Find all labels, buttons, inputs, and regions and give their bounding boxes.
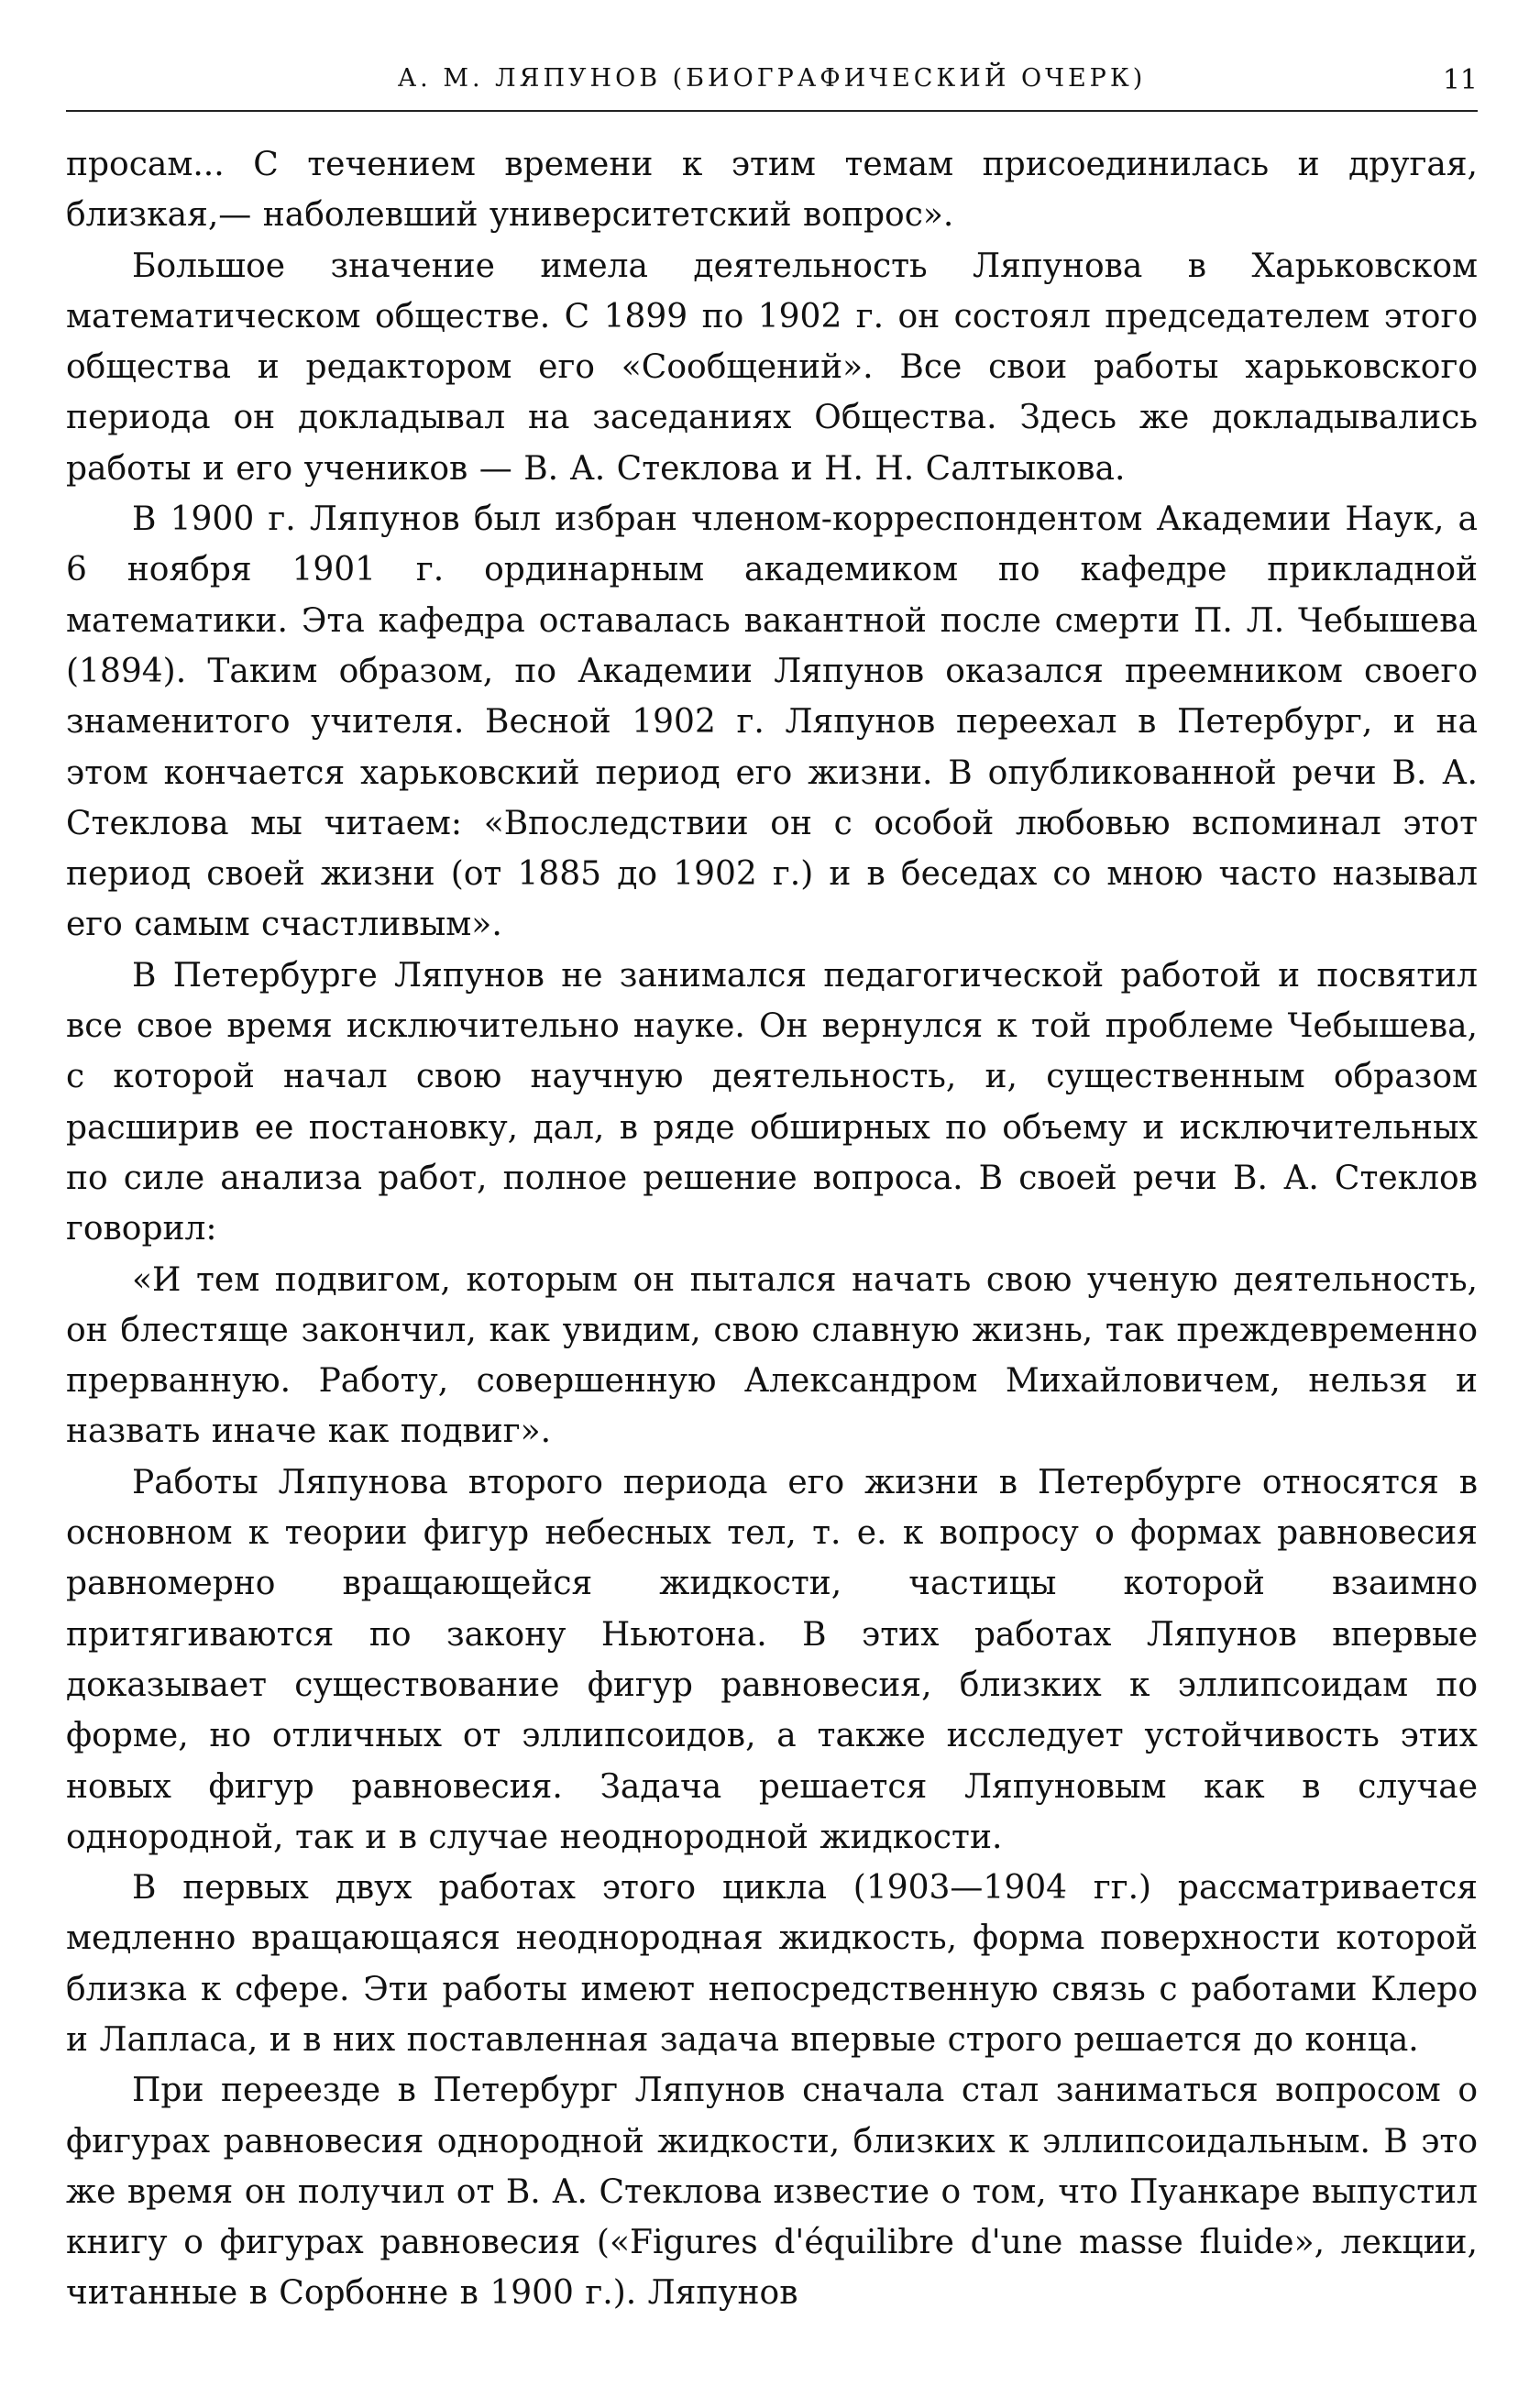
running-title: А. М. ЛЯПУНОВ (БИОГРАФИЧЕСКИЙ ОЧЕРК) xyxy=(397,64,1147,93)
paragraph: В 1900 г. Ляпунов был избран членом-корреспондентом Академии Наук, а 6 ноября 1901 г. ординарным академиком по кафедре прикладной математики. Эта кафедра оставалась вакантной после смерти П. Л. Чебышева (1894). Таким образом, по Академии Ляпунов оказался преемником своего знаменитого учителя. Весной 1902 г. Ляпунов переехал в Петербург, и на этом кончается харьковский период его жизни. В опубликованной речи В. А. Стеклова мы читаем: «Впоследствии он с особой любовью вспоминал этот период своей жизни (от 1885 до 1902 г.) и в беседах со мною часто называл его самым счастливым». xyxy=(66,500,1478,944)
body-text xyxy=(66,139,1478,2319)
paragraph: Большое значение имела деятельность Ляпунова в Харьковском математическом обществе. С 1899 по 1902 г. он состоял председателем этого общества и редактором его «Сообщений». Все свои работы харьковского периода он докладывал на заседаниях Общества. Здесь же докладывались работы и его учеников — В. А. Стеклова и Н. Н. Салтыкова. xyxy=(66,247,1478,488)
block-quote: «И тем подвигом, которым он пытался начать свою ученую деятельность, он блестяще закончил, как увидим, свою славную жизнь, так преждевременно прерванную. Работу, совершенную Александром Михайловичем, нельзя и назвать иначе как подвиг». xyxy=(66,1260,1478,1451)
running-header xyxy=(66,55,1478,112)
page xyxy=(66,55,1478,2319)
paragraph-continuation: просам... С течением времени к этим темам присоединилась и другая, близкая,— наболевший университетский вопрос». xyxy=(66,146,1478,235)
paragraph: В Петербурге Ляпунов не занимался педагогической работой и посвятил все свое время исключительно науке. Он вернулся к той проблеме Чебышева, с которой начал свою научную деятельность, и, существенным образом расширив ее постановку, дал, в ряде обширных по объему и исключительных по силе анализа работ, полное решение вопроса. В своей речи В. А. Стеклов говорил: xyxy=(66,956,1478,1248)
paragraph: При переезде в Петербург Ляпунов сначала стал заниматься вопросом о фигурах равновесия однородной жидкости, близких к эллипсоидальным. В это же время он получил от В. А. Стеклова известие о том, что Пуанкаре выпустил книгу о фигурах равновесия («Figures d'équilibre d'une masse fluide», лекции, читанные в Сорбонне в 1900 г.). Ляпунов xyxy=(66,2072,1478,2313)
page-number: 11 xyxy=(1442,64,1478,96)
paragraph: В первых двух работах этого цикла (1903—1904 гг.) рассматривается медленно вращающаяся неоднородная жидкость, форма поверхности которой близка к сфере. Эти работы имеют непосредственную связь с работами Клеро и Лапласа, и в них поставленная задача впервые строго решается до конца. xyxy=(66,1869,1478,2059)
paragraph: Работы Ляпунова второго периода его жизни в Петербурге относятся в основном к теории фигур небесных тел, т. е. к вопросу о формах равновесия равномерно вращающейся жидкости, частицы которой взаимно притягиваются по закону Ньютона. В этих работах Ляпунов впервые доказывает существование фигур равновесия, близких к эллипсоидам по форме, но отличных от эллипсоидов, а также исследует устойчивость этих новых фигур равновесия. Задача решается Ляпуновым как в случае однородной, так и в случае неоднородной жидкости. xyxy=(66,1463,1478,1856)
